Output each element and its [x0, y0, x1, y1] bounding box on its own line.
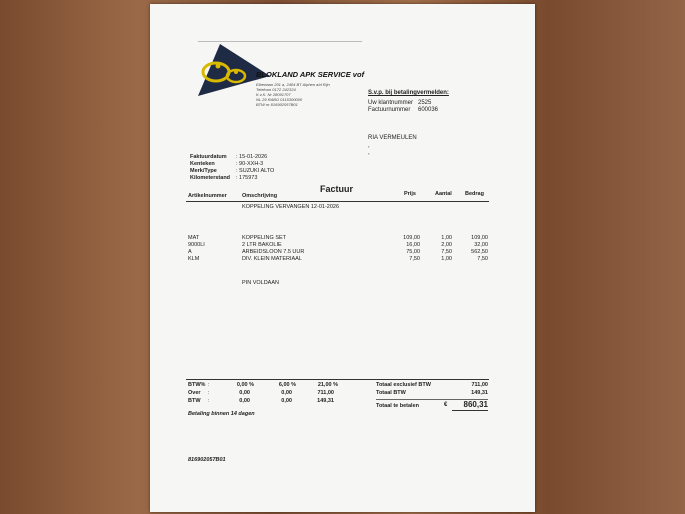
vat-base-21: 711,00 [317, 390, 334, 396]
company-address [256, 82, 330, 107]
line-quantity: 2,00 [441, 242, 452, 248]
invoice-title: Factuur [320, 184, 354, 194]
customer-number-value: 2525 [418, 100, 432, 106]
vat-base-0: 0,00 [239, 390, 250, 396]
vat-amount-6: 0,00 [281, 398, 292, 404]
col-header-price: Prijs [404, 191, 416, 197]
invoice-number-value: 600036 [418, 107, 439, 113]
kvk-line: K.v.K. Nr 28091707 [256, 92, 291, 97]
line-quantity: 7,50 [441, 249, 452, 255]
line-code: KLM [188, 256, 200, 262]
line-price: 16,00 [406, 242, 420, 248]
total-due-label: Totaal te betalen [376, 403, 419, 409]
line-price: 109,00 [403, 235, 420, 241]
column-header-rule [186, 201, 489, 202]
vat-rate-21: 21,00 % [317, 382, 338, 388]
total-due-value: 860,31 [463, 400, 488, 409]
customer-city-line: , [368, 150, 370, 156]
line-quantity: 1,00 [441, 235, 452, 241]
vat-colon: : [208, 398, 210, 404]
vat-amount-21: 149,31 [317, 398, 334, 404]
total-vat-label: Totaal BTW [376, 390, 406, 396]
line-amount: 7,50 [477, 256, 488, 262]
phone-line: Telefoon 0172 242324 [256, 87, 296, 92]
vat-over-label: Over [188, 390, 201, 396]
col-header-article: Artikelnummer [188, 193, 227, 199]
line-code: 9000LI [188, 242, 205, 248]
make-type-label: Merk/Type [190, 168, 217, 174]
footer-vat-number: 816902057B01 [188, 457, 226, 463]
total-vat-value: 149,31 [471, 390, 488, 396]
vat-rate-6: 6,00 % [278, 382, 296, 388]
line-quantity: 1,00 [441, 256, 452, 262]
invoice-date-value: : 15-01-2026 [236, 154, 268, 160]
total-due-underline [452, 410, 488, 411]
line-amount: 109,00 [471, 235, 488, 241]
col-header-description: Omschrijving [242, 193, 278, 199]
line-code: A [188, 249, 192, 255]
total-excl-value: 711,00 [471, 382, 488, 388]
line-price: 75,00 [406, 249, 420, 255]
total-excl-label: Totaal exclusief BTW [376, 382, 431, 388]
vat-amount-label: BTW [188, 398, 201, 404]
license-plate-value: : 90-XXH-3 [236, 161, 264, 167]
currency-symbol: € [444, 402, 448, 408]
mileage-value: : 175973 [236, 175, 258, 181]
line-code: MAT [188, 235, 200, 241]
line-description: KOPPELING SET [242, 235, 287, 241]
line-description: ARBEIDSLOON 7.5 UUR [242, 249, 305, 255]
vat-amount-0: 0,00 [239, 398, 250, 404]
col-header-quantity: Aantal [435, 191, 452, 197]
customer-address-line: , [368, 143, 370, 149]
invoice-number-label: Factuurnummer [368, 107, 411, 113]
vat-rate-0: 0,00 % [236, 382, 254, 388]
vat-section-rule [186, 379, 489, 380]
btw-line: BTW nr 816902057B01 [256, 102, 298, 107]
mileage-label: Kilometerstand [190, 175, 231, 181]
line-description: DIV. KLEIN MATERIAAL [242, 256, 302, 262]
vat-colon: : [208, 390, 210, 396]
bank-line: NL 29 RABO 0115300000 [256, 97, 303, 102]
line-amount: 32,00 [474, 242, 488, 248]
vat-base-6: 0,00 [281, 390, 292, 396]
invoice-date-label: Faktuurdatum [190, 154, 227, 160]
customer-number-label: Uw klantnummer [368, 100, 414, 106]
line-amount: 562,50 [471, 249, 488, 255]
col-header-amount: Bedrag [465, 191, 484, 197]
payment-terms: Betaling binnen 14 dagen [188, 411, 255, 417]
line-description: 2 LTR BAKOLIE [242, 242, 282, 248]
invoice-paper [150, 4, 535, 512]
work-description: KOPPELING VERVANGEN 12-01-2026 [242, 204, 340, 210]
payment-note: PIN VOLDAAN [242, 280, 279, 286]
vat-percent-label: BTW% [188, 382, 206, 388]
address-line: Elbertaan 201 a, 2404 BT Alphen a/d Rijn [256, 82, 330, 87]
make-type-value: : SUZUKI ALTO [236, 168, 275, 174]
line-price: 7,50 [409, 256, 420, 262]
header-rule [198, 41, 362, 42]
license-plate-label: Kenteken [190, 161, 215, 167]
company-name: BLOKLAND APK SERVICE vof [256, 70, 365, 79]
customer-name: RIA VERMEULEN [368, 135, 417, 141]
vat-colon: : [208, 382, 210, 388]
payment-ref-heading: S.v.p. bij betalingvermelden: [368, 90, 449, 96]
